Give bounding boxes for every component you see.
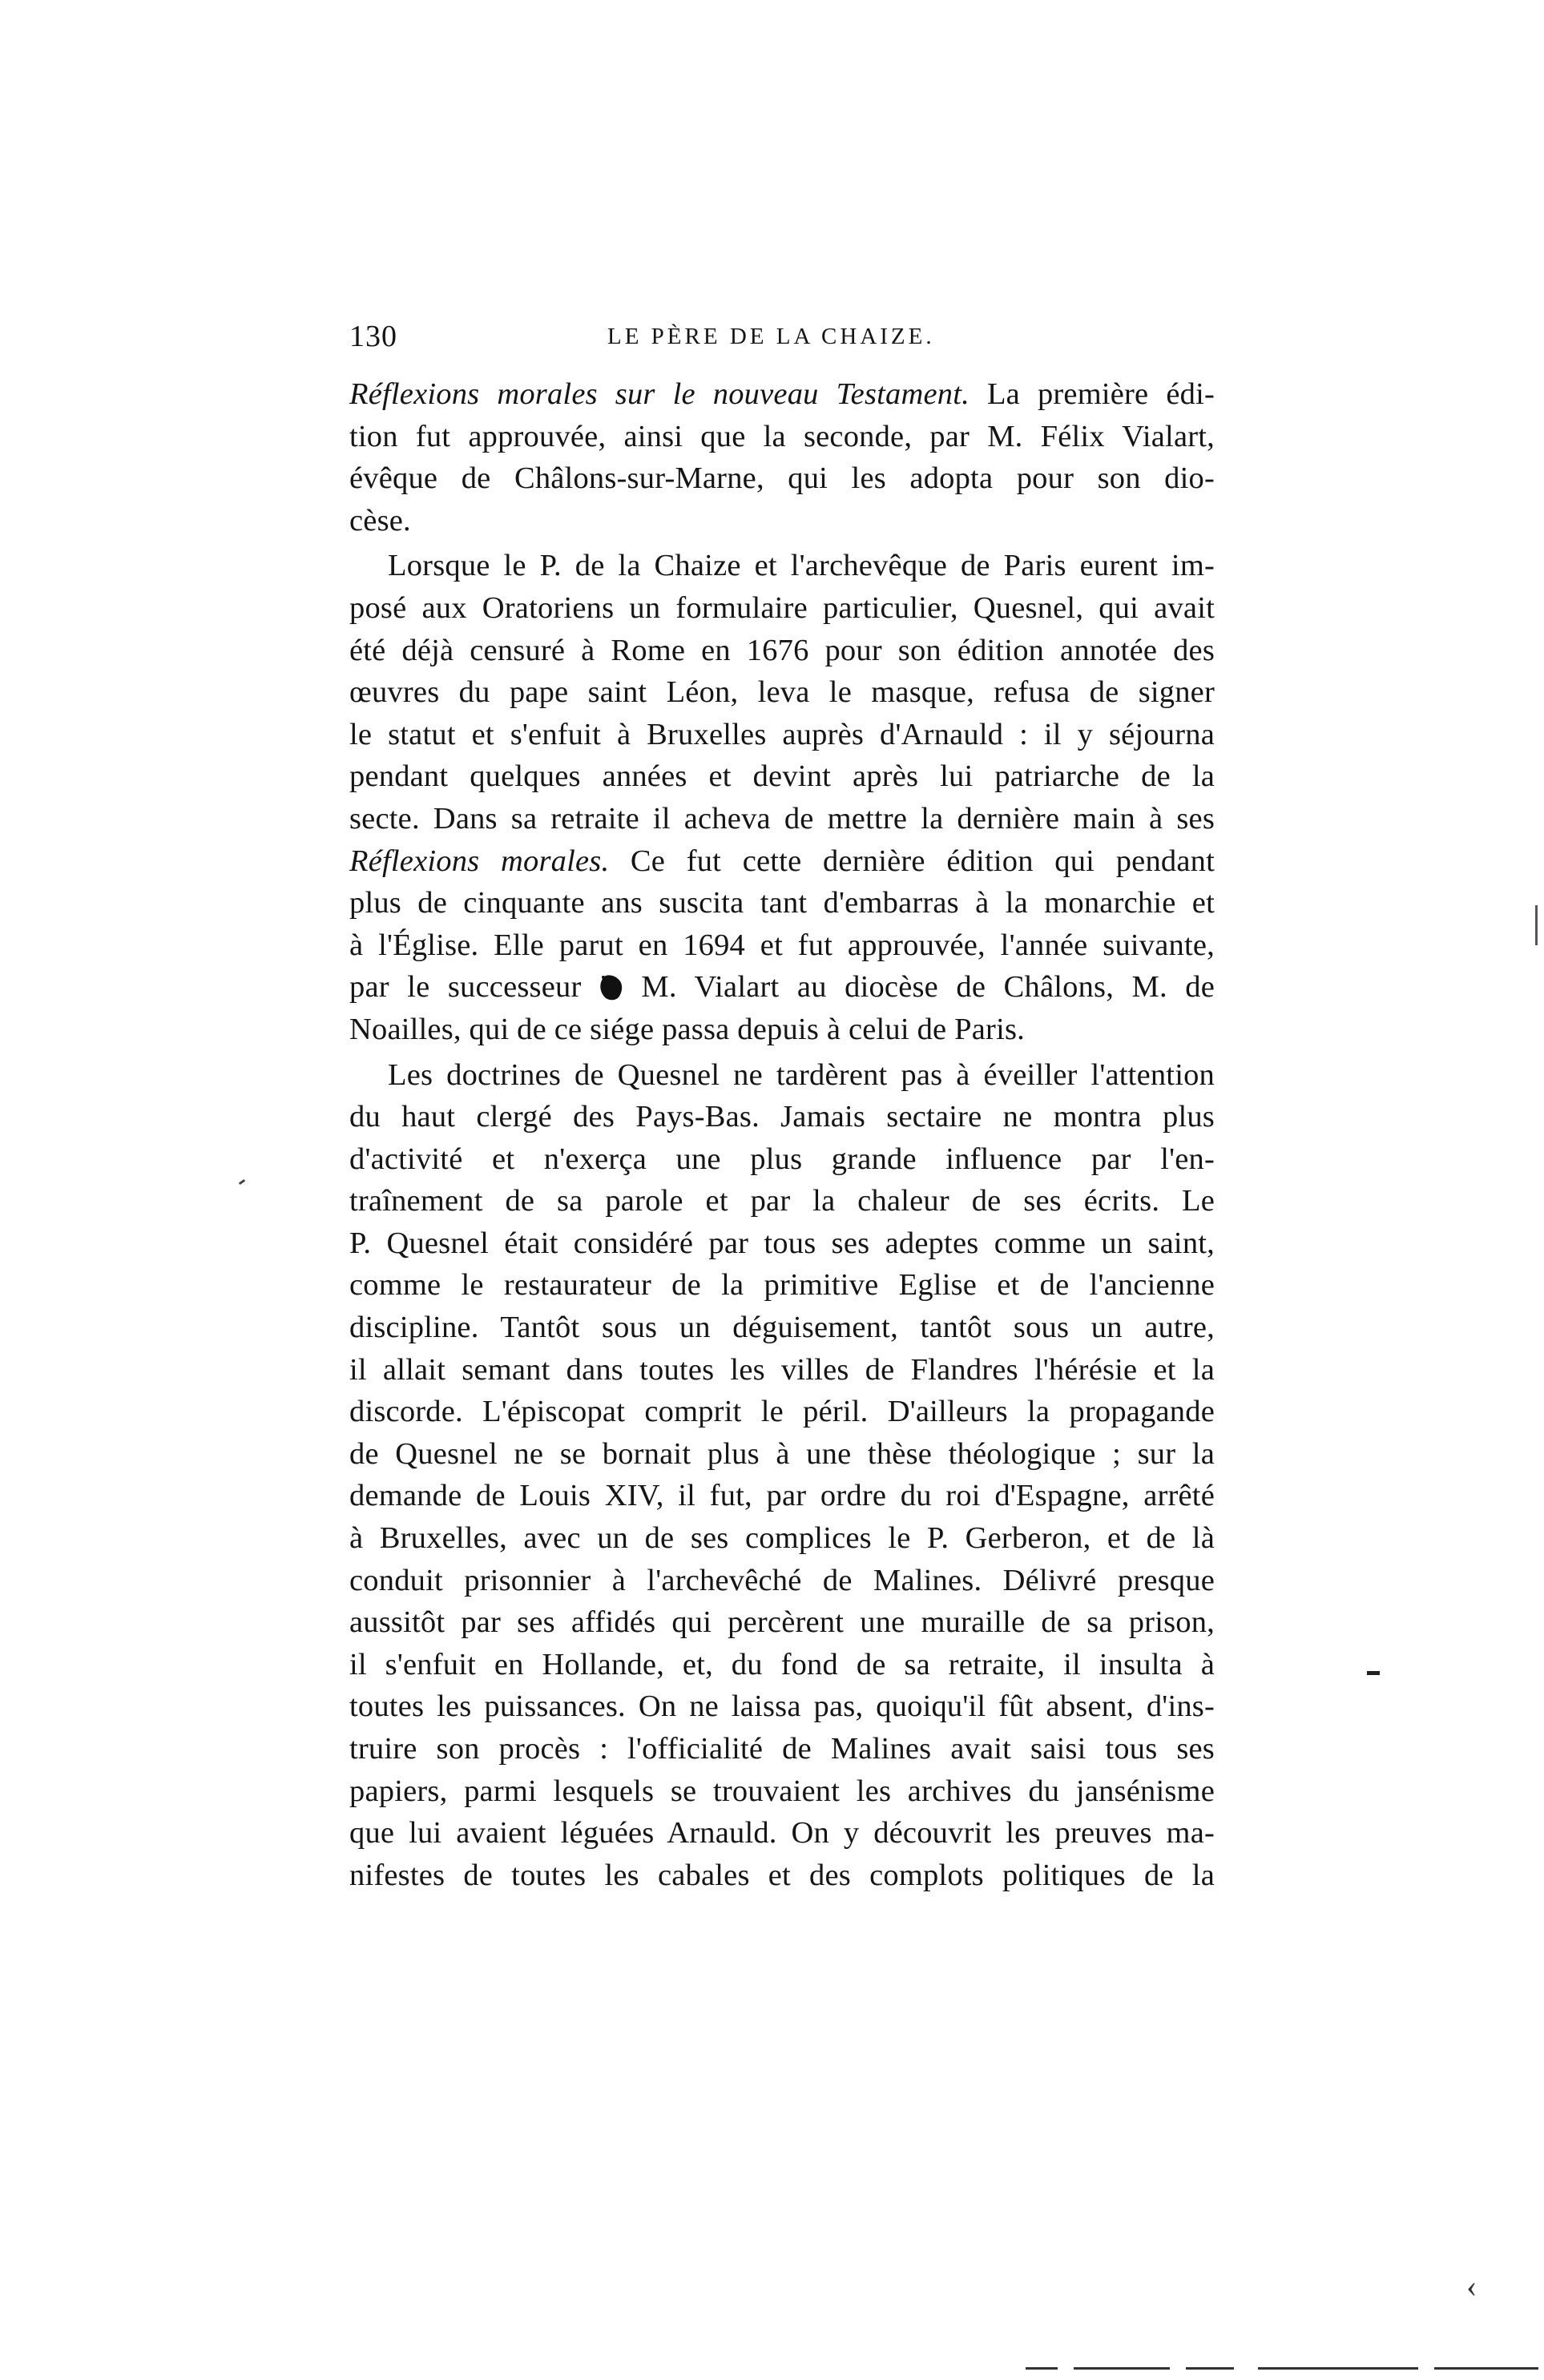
text-line: pendant quelques années et devint après lui patriarche de la [349,759,1215,794]
text-line: papiers, parmi lesquels se trouvaient les archives du jansénisme [349,1774,1215,1808]
text-line: discipline. Tantôt sous un déguisement, tantôt sous un autre, [349,1311,1215,1345]
text-line: nifestes de toutes les cabales et des complots politiques de la [349,1858,1215,1892]
text-line: du haut clergé des Pays-Bas. Jamais sectaire ne montra plus [349,1100,1215,1134]
corner-hook-mark: ‹ [1466,2268,1477,2304]
paragraph-start: Lorsque le P. de la Chaize et l'archevêque de Paris eurent im- [388,549,1215,583]
italic-title: Réflexions morales sur le nouveau Testament. [349,377,970,411]
bottom-rule [1074,2367,1170,2370]
body-text [349,373,1215,1896]
bottom-rule [1026,2367,1058,2370]
running-head: LE PÈRE DE LA CHAIZE. [607,324,935,349]
text-line: œuvres du pape saint Léon, leva le masque, refusa de signer [349,675,1215,710]
text-line: tion fut approuvée, ainsi que la seconde, par M. Félix Vialart, [349,419,1215,453]
text-line: discorde. L'épiscopat comprit le péril. D'ailleurs la propagande [349,1395,1215,1429]
bottom-rule [1186,2367,1234,2370]
margin-speck [239,1179,245,1185]
paragraph-start: Les doctrines de Quesnel ne tardèrent pas à éveiller l'attention [388,1057,1215,1092]
text-line: posé aux Oratoriens un formulaire particulier, Quesnel, qui avait [349,590,1215,625]
text-line: Noailles, qui de ce siége passa depuis à celui de Paris. [349,1012,1025,1046]
text-line: cèse. [349,503,411,538]
text-line: à Bruxelles, avec un de ses complices le P. Gerberon, et de là [349,1521,1215,1556]
text-line: toutes les puissances. On ne laissa pas, quoiqu'il fût absent, d'ins- [349,1689,1215,1724]
italic-title: Réflexions morales. [349,844,610,878]
text-line: de Quesnel ne se bornait plus à une thèse théologique ; sur la [349,1436,1215,1471]
bottom-rule [1434,2367,1538,2370]
text-line: d'activité et n'exerça une plus grande influence par l'en- [349,1142,1215,1176]
text-line: aussitôt par ses affidés qui percèrent une muraille de sa prison, [349,1605,1215,1640]
text-line: secte. Dans sa retraite il acheva de mettre la dernière main à ses [349,801,1215,836]
text-line: demande de Louis XIV, il fut, par ordre du roi d'Espagne, arrêté [349,1479,1215,1513]
text-line: traînement de sa parole et par la chaleur de ses écrits. Le [349,1184,1215,1218]
margin-tick [1535,905,1538,945]
text-line: le statut et s'enfuit à Bruxelles auprès d'Arnauld : il y séjourna [349,717,1215,751]
margin-dash [1367,1671,1380,1675]
text-line: plus de cinquante ans suscita tant d'embarras à la monarchie et [349,886,1215,920]
text-line: évêque de Châlons-sur-Marne, qui les adopta pour son dio- [349,461,1215,496]
text-line: que lui avaient léguées Arnauld. On y découvrit les preuves ma- [349,1816,1215,1850]
text-line: été déjà censuré à Rome en 1676 pour son édition annotée des [349,633,1215,667]
text-line: à l'Église. Elle parut en 1694 et fut approuvée, l'année suivante, [349,928,1215,962]
text-line: truire son procès : l'officialité de Malines avait saisi tous ses [349,1732,1215,1766]
text-line: conduit prisonnier à l'archevêché de Malines. Délivré presque [349,1563,1215,1597]
text-line: par le successeur M. Vialart au diocèse de Châlons, M. de [349,970,1215,1005]
page-number: 130 [349,320,397,353]
page-header [349,319,1213,367]
text-line: P. Quesnel était considéré par tous ses adeptes comme un saint, [349,1226,1215,1260]
ink-blot-icon [599,974,623,1001]
text-line: comme le restaurateur de la primitive Eglise et de l'ancienne [349,1268,1215,1303]
text-line: Réflexions morales sur le nouveau Testament. La première édi- [349,377,1215,411]
text-line: il s'enfuit en Hollande, et, du fond de sa retraite, il insulta à [349,1647,1215,1681]
bottom-rule [1258,2367,1418,2370]
text-line: Réflexions morales. Ce fut cette dernière édition qui pendant [349,844,1215,878]
text-line: il allait semant dans toutes les villes de Flandres l'hérésie et la [349,1352,1215,1387]
